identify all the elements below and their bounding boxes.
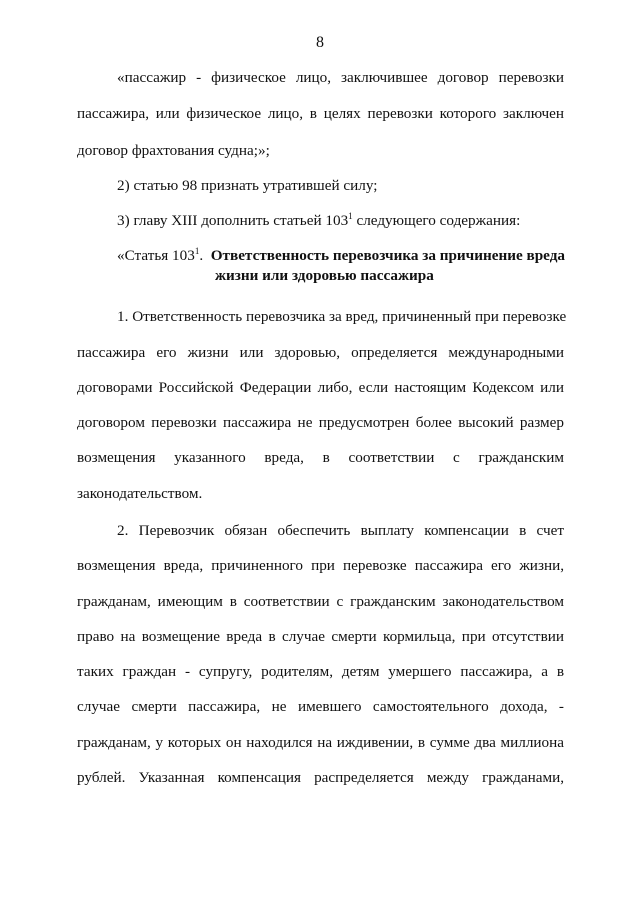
text-line: пассажира его жизни или здоровью, определяется международными (77, 344, 564, 361)
text-line: договор фрахтования судна;»; (77, 142, 270, 159)
article-superscript: 1 (194, 246, 200, 256)
text-line: таких граждан - супругу, родителям, детям умершего пассажира, а в (77, 663, 564, 680)
text-line: договором перевозки пассажира не предусмотрен более высокий размер (77, 414, 564, 431)
article-heading (117, 246, 565, 266)
text-line: законодательством. (77, 485, 203, 502)
text-line: право на возмещение вреда в случае смерти кормильца, при отсутствии (77, 628, 564, 645)
text-line: возмещения вреда, причиненного при перевозке пассажира его жизни, (77, 557, 564, 574)
page-number: 8 (316, 34, 324, 51)
article-title-line1: Ответственность перевозчика за причинение вреда (210, 247, 565, 264)
article-prefix: «Статья 103 (117, 247, 195, 264)
text-line: 1. Ответственность перевозчика за вред, причиненный при перевозке (117, 308, 567, 325)
item3-text-end: следующего содержания: (352, 212, 521, 229)
text-line (117, 211, 564, 231)
article-title-line2-wrap (215, 266, 434, 286)
article-dot: . (199, 247, 204, 264)
article-title-line2: жизни или здоровью пассажира (215, 267, 434, 284)
text-line: гражданам, у которых он находился на иждивении, в сумме два миллиона (77, 734, 564, 751)
text-line: договорами Российской Федерации либо, если настоящим Кодексом или (77, 379, 564, 396)
text-line: 2) статью 98 признать утратившей силу; (117, 177, 378, 194)
item3-text: 3) главу XIII дополнить статьей 103 (117, 212, 349, 229)
text-line: случае смерти пассажира, не имевшего самостоятельного дохода, - (77, 698, 564, 715)
text-line: 2. Перевозчик обязан обеспечить выплату компенсации в счет (117, 522, 564, 539)
item3-superscript: 1 (348, 211, 353, 221)
text-line: возмещения указанного вреда, в соответствии с гражданским (77, 449, 564, 466)
text-line: гражданам, имеющим в соответствии с гражданским законодательством (77, 593, 564, 610)
text-line: пассажира, или физическое лицо, в целях перевозки которого заключен (77, 105, 564, 122)
text-line: «пассажир - физическое лицо, заключившее договор перевозки (117, 69, 564, 86)
text-line: рублей. Указанная компенсация распределяется между гражданами, (77, 769, 564, 786)
